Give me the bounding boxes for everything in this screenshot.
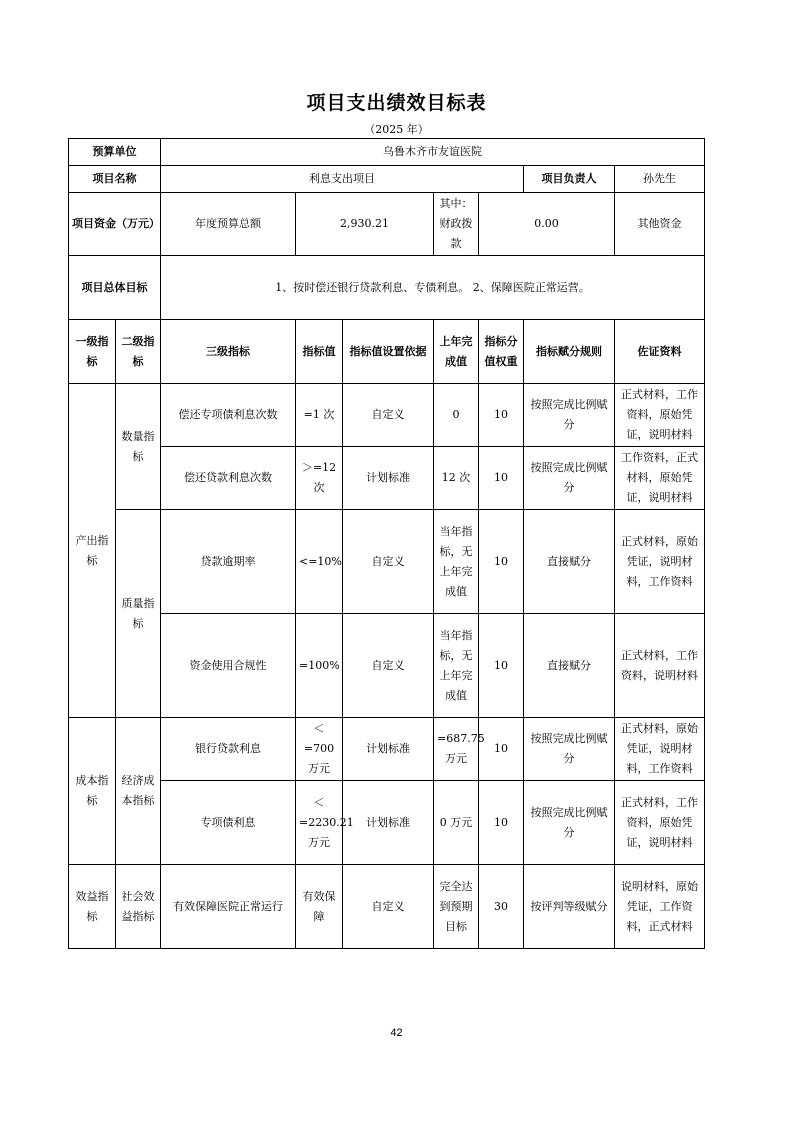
indicator-evidence: 正式材料，工作资料，原始凭证，说明材料 [615,384,705,447]
indicator-value: ＜=2230.21 万元 [296,781,343,865]
performance-table [68,138,705,949]
budget-unit-row [69,139,705,166]
column-header-row [69,320,705,384]
indicator-rule: 直接赋分 [524,614,615,718]
indicator-weight: 10 [479,718,524,781]
indicator-evidence: 说明材料，原始凭证，工作资料，正式材料 [615,865,705,949]
group-quantity: 数量指标 [116,384,161,510]
group-benefit: 效益指标 [69,865,116,949]
indicator-last-year: =687.75 万元 [434,718,479,781]
indicator-name: 偿还专项债利息次数 [161,384,296,447]
indicator-name: 银行贷款利息 [161,718,296,781]
header-level1: 一级指标 [69,320,116,384]
indicator-last-year: 当年指标，无上年完成值 [434,614,479,718]
indicator-last-year: 完全达到预期目标 [434,865,479,949]
table-row [69,384,705,447]
fiscal-allocation-label: 其中：财政拨款 [434,193,479,256]
indicator-weight: 10 [479,384,524,447]
group-economic-cost: 经济成本指标 [116,718,161,865]
overall-goal-value: 1、按时偿还银行贷款利息、专债利息。 2、保障医院正常运营。 [161,256,705,320]
indicator-name: 偿还贷款利息次数 [161,447,296,510]
table-row [69,447,705,510]
project-leader-label: 项目负责人 [524,166,615,193]
indicator-evidence: 正式材料，工作资料，说明材料 [615,614,705,718]
table-row [69,614,705,718]
header-last-year: 上年完成值 [434,320,479,384]
header-weight: 指标分值权重 [479,320,524,384]
indicator-value: ＞=12 次 [296,447,343,510]
indicator-evidence: 正式材料，原始凭证，说明材料，工作资料 [615,510,705,614]
budget-unit-label: 预算单位 [69,139,161,166]
indicator-weight: 30 [479,865,524,949]
group-cost: 成本指标 [69,718,116,865]
indicator-basis: 计划标准 [343,718,434,781]
fiscal-allocation-value: 0.00 [479,193,615,256]
page-title: 项目支出绩效目标表 [306,92,487,114]
year-label: （2025 年） [364,123,429,136]
indicator-value: =100% [296,614,343,718]
indicator-weight: 10 [479,447,524,510]
header-level3: 三级指标 [161,320,296,384]
project-name-value: 利息支出项目 [161,166,524,193]
indicator-rule: 按照完成比例赋分 [524,447,615,510]
indicator-rule: 按照完成比例赋分 [524,718,615,781]
indicator-weight: 10 [479,510,524,614]
header-level2: 二级指标 [116,320,161,384]
indicator-name: 有效保障医院正常运行 [161,865,296,949]
header-value: 指标值 [296,320,343,384]
overall-goal-label: 项目总体目标 [69,256,161,320]
table-row [69,781,705,865]
other-funds-label: 其他资金 [615,193,705,256]
indicator-last-year: 0 万元 [434,781,479,865]
indicator-value: =1 次 [296,384,343,447]
indicator-basis: 自定义 [343,384,434,447]
indicator-name: 专项债利息 [161,781,296,865]
project-leader-value: 孙先生 [615,166,705,193]
project-funds-row [69,193,705,256]
project-name-label: 项目名称 [69,166,161,193]
indicator-rule: 按照完成比例赋分 [524,384,615,447]
indicator-value: <=10% [296,510,343,614]
indicator-basis: 自定义 [343,614,434,718]
header-basis: 指标值设置依据 [343,320,434,384]
group-quality: 质量指标 [116,510,161,718]
group-output: 产出指标 [69,384,116,718]
overall-goal-row [69,256,705,320]
project-name-row [69,166,705,193]
budget-unit-value: 乌鲁木齐市友谊医院 [161,139,705,166]
page-number: 42 [390,1027,403,1039]
table-row [69,865,705,949]
indicator-rule: 直接赋分 [524,510,615,614]
indicator-evidence: 工作资料，正式材料，原始凭证，说明材料 [615,447,705,510]
indicator-evidence: 正式材料，工作资料，原始凭证，说明材料 [615,781,705,865]
indicator-last-year: 12 次 [434,447,479,510]
table-row [69,718,705,781]
header-evidence: 佐证资料 [615,320,705,384]
indicator-value: ＜=700 万元 [296,718,343,781]
project-funds-label: 项目资金（万元） [69,193,161,256]
group-social-benefit: 社会效益指标 [116,865,161,949]
indicator-last-year: 当年指标，无上年完成值 [434,510,479,614]
indicator-rule: 按评判等级赋分 [524,865,615,949]
indicator-name: 资金使用合规性 [161,614,296,718]
indicator-weight: 10 [479,781,524,865]
indicator-basis: 自定义 [343,865,434,949]
header-rule: 指标赋分规则 [524,320,615,384]
indicator-basis: 计划标准 [343,447,434,510]
annual-budget-value: 2,930.21 [296,193,434,256]
indicator-name: 贷款逾期率 [161,510,296,614]
table-row [69,510,705,614]
indicator-basis: 自定义 [343,510,434,614]
indicator-basis: 计划标准 [343,781,434,865]
indicator-last-year: 0 [434,384,479,447]
indicator-evidence: 正式材料，原始凭证，说明材料，工作资料 [615,718,705,781]
annual-budget-label: 年度预算总额 [161,193,296,256]
indicator-weight: 10 [479,614,524,718]
indicator-value: 有效保障 [296,865,343,949]
indicator-rule: 按照完成比例赋分 [524,781,615,865]
